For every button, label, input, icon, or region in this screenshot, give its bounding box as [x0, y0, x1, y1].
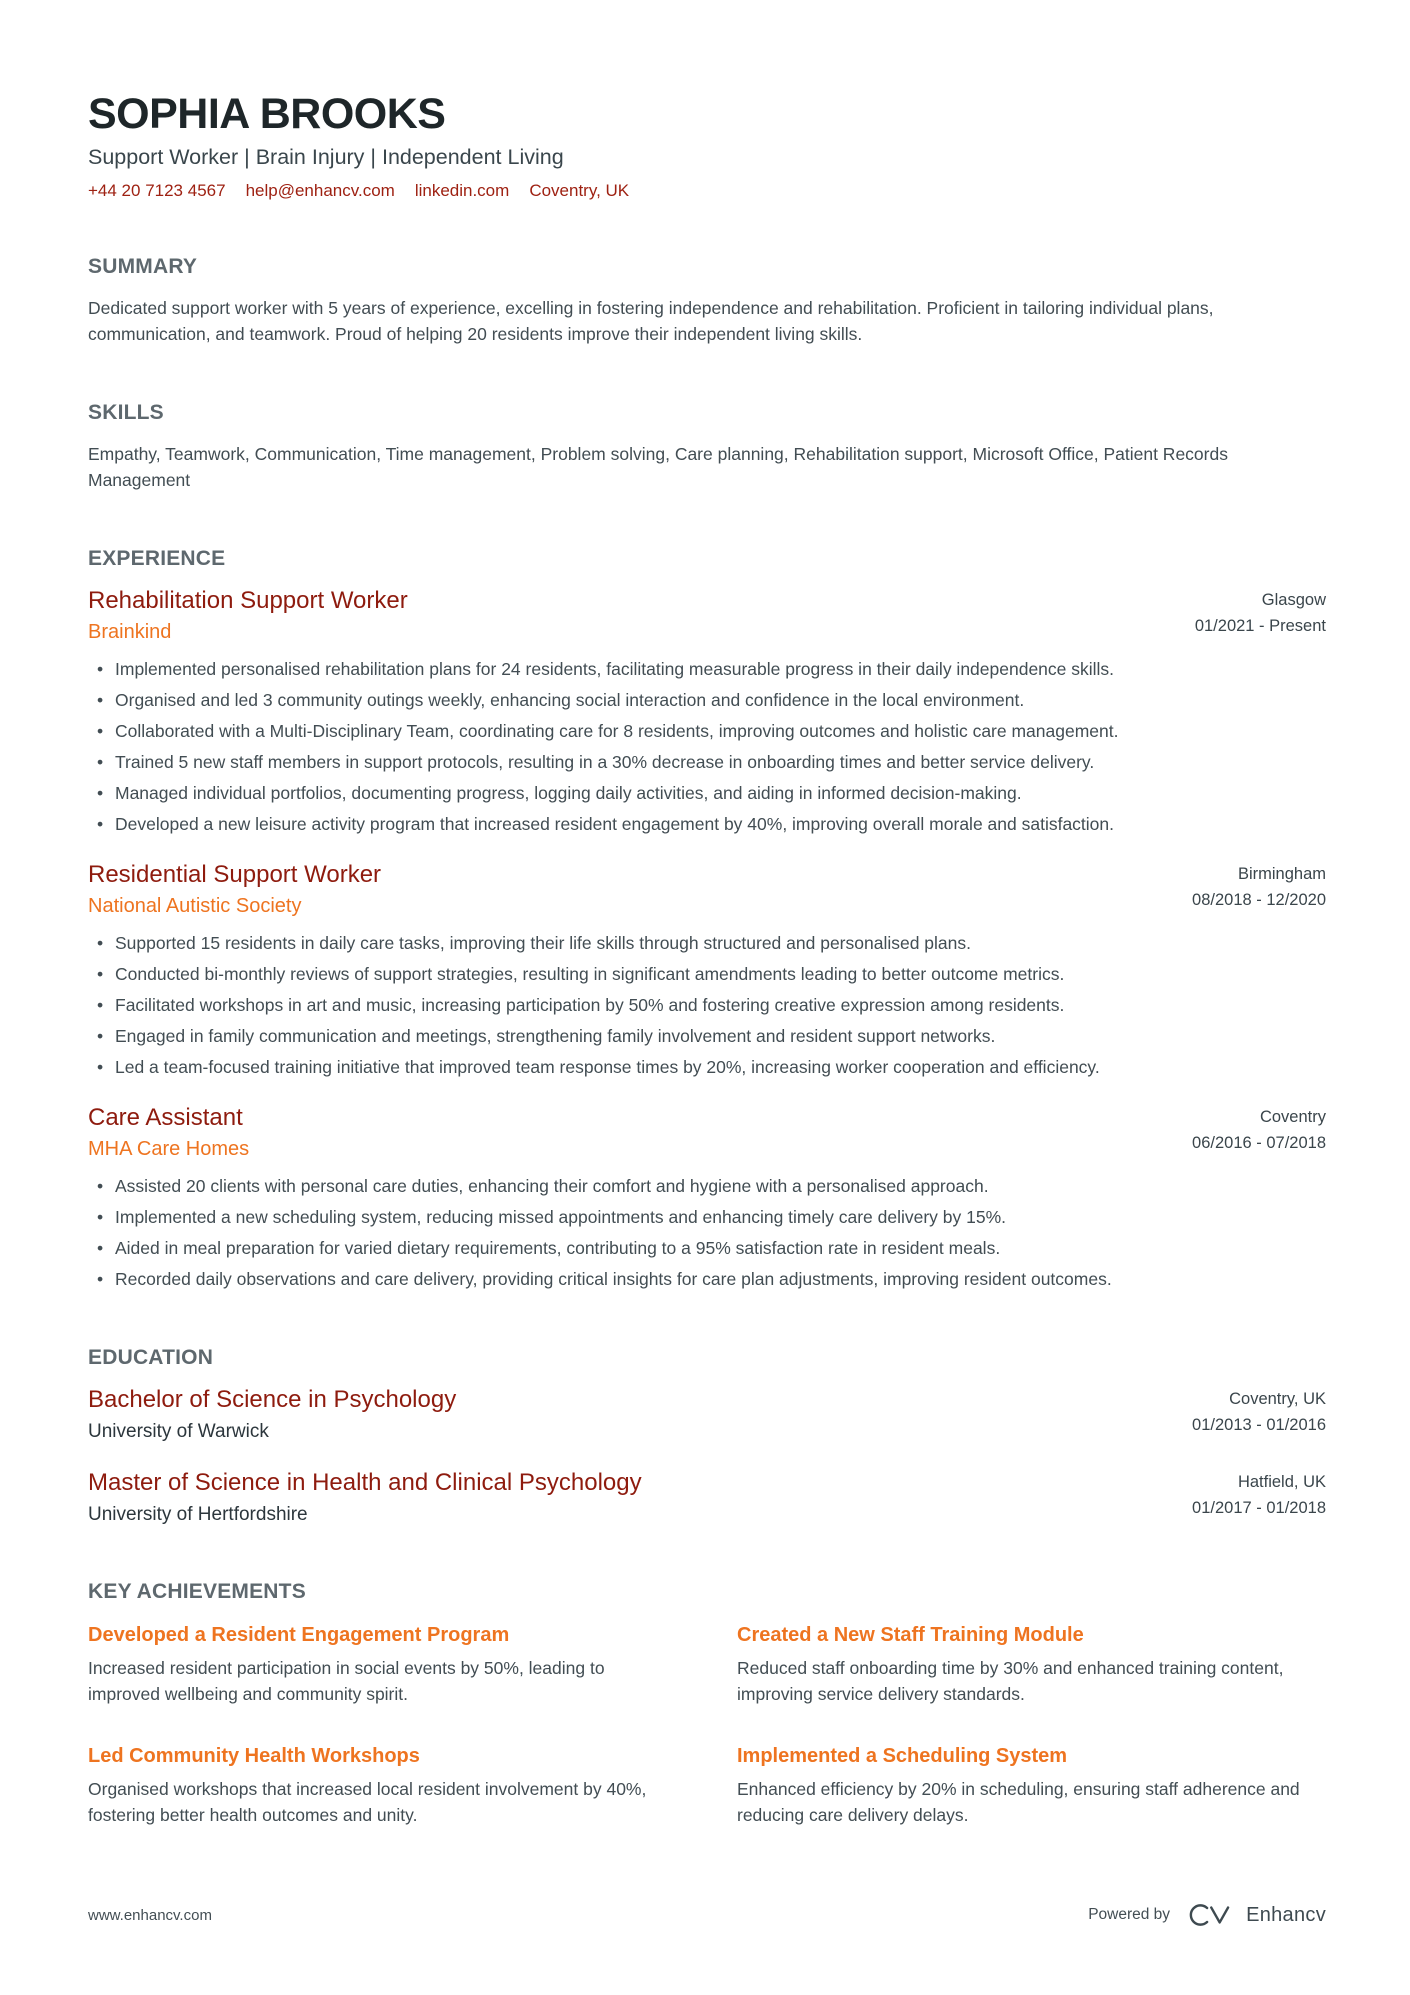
- degree-title: Master of Science in Health and Clinical Psychology: [88, 1469, 642, 1497]
- resume-header: [88, 92, 1326, 201]
- job-entry-header: [88, 1104, 1326, 1161]
- bullet-item: • Conducted bi-monthly reviews of support strategies, resulting in significant amendments leading to better outcome metrics.: [88, 961, 1326, 987]
- education-location: Coventry, UK: [1229, 1390, 1326, 1409]
- bullet-item: • Led a team-focused training initiative that improved team response times by 20%, increasing worker cooperation and efficiency.: [88, 1054, 1326, 1080]
- bullet-item: • Developed a new leisure activity program that increased resident engagement by 40%, improving overall morale and satisfaction.: [88, 811, 1326, 837]
- job-title: Rehabilitation Support Worker: [88, 587, 408, 615]
- job-entry: [88, 587, 1326, 837]
- job-title: Residential Support Worker: [88, 861, 382, 889]
- company-name: National Autistic Society: [88, 895, 302, 918]
- job-entry-left: [88, 1104, 249, 1161]
- bullet-item: • Implemented personalised rehabilitation plans for 24 residents, facilitating measurable progress in their daily independence skills.: [88, 656, 1326, 682]
- bullet-item: • Organised and led 3 community outings weekly, enhancing social interaction and confidence in the local environment.: [88, 687, 1326, 713]
- education-entry-header: [88, 1386, 1326, 1443]
- bullet-item: • Aided in meal preparation for varied dietary requirements, contributing to a 95% satisfaction rate in resident meals.: [88, 1235, 1326, 1261]
- powered-by-label: Powered by: [1088, 1906, 1171, 1923]
- achievement-description: Reduced staff onboarding time by 30% and enhanced training content, improving service delivery standards.: [737, 1658, 1284, 1705]
- job-location: Glasgow: [1261, 591, 1326, 610]
- education-entry: [88, 1386, 1326, 1443]
- contact-phone: +44 20 7123 4567: [88, 181, 226, 201]
- bullet-item: • Facilitated workshops in art and music, increasing participation by 50% and fostering creative expression among residents.: [88, 992, 1326, 1018]
- job-meta: [1192, 861, 1326, 913]
- degree-title: Bachelor of Science in Psychology: [88, 1386, 457, 1414]
- achievement-item: [88, 1624, 677, 1707]
- education-meta: [1192, 1469, 1326, 1521]
- section-experience: [88, 547, 1326, 1292]
- skills-text: Empathy, Teamwork, Communication, Time management, Problem solving, Care planning, Rehabilitation support, Microsoft Office, Patient Records Management: [88, 444, 1228, 491]
- contact-email[interactable]: help@enhancv.com: [245, 181, 395, 201]
- job-meta: [1195, 587, 1326, 639]
- education-entry-header: [88, 1469, 1326, 1526]
- achievement-description: Increased resident participation in social events by 50%, leading to improved wellbeing and community spirit.: [88, 1658, 605, 1705]
- bullet-item: • Collaborated with a Multi-Disciplinary Team, coordinating care for 8 residents, improving outcomes and holistic care management.: [88, 718, 1326, 744]
- achievement-title: Developed a Resident Engagement Program: [88, 1624, 510, 1647]
- bullet-item: • Managed individual portfolios, documenting progress, logging daily activities, and aiding in informed decision-making.: [88, 780, 1326, 806]
- bullet-item: • Trained 5 new staff members in support protocols, resulting in a 30% decrease in onboarding times and better service delivery.: [88, 749, 1326, 775]
- bullet-item: • Engaged in family communication and meetings, strengthening family involvement and resident support networks.: [88, 1023, 1326, 1049]
- contact-location: Coventry, UK: [529, 181, 630, 201]
- job-meta: [1192, 1104, 1326, 1156]
- section-key-achievements: [88, 1580, 1326, 1828]
- candidate-headline: Support Worker | Brain Injury | Independent Living: [88, 145, 564, 170]
- job-entry-left: [88, 861, 381, 918]
- job-location: Coventry: [1259, 1108, 1326, 1127]
- achievement-title: Implemented a Scheduling System: [737, 1745, 1068, 1768]
- education-heading: EDUCATION: [88, 1346, 214, 1370]
- candidate-name: SOPHIA BROOKS: [88, 90, 446, 138]
- section-skills: [88, 401, 1326, 493]
- education-entry: [88, 1469, 1326, 1526]
- summary-text: Dedicated support worker with 5 years of experience, excelling in fostering independence and rehabilitation. Proficient in tailoring individual plans, communication, and teamwork. Proud of helping 20 residents improve their independent living skills.: [88, 298, 1214, 345]
- achievement-item: [737, 1745, 1326, 1828]
- page-footer: [88, 1901, 1326, 1929]
- achievement-title: Created a New Staff Training Module: [737, 1624, 1084, 1647]
- achievements-grid: [88, 1624, 1326, 1828]
- school-name: University of Warwick: [88, 1421, 269, 1443]
- experience-heading: EXPERIENCE: [88, 547, 226, 571]
- job-entry-header: [88, 587, 1326, 644]
- enhancv-website-link[interactable]: www.enhancv.com: [88, 1906, 212, 1924]
- key-achievements-heading: KEY ACHIEVEMENTS: [88, 1580, 306, 1604]
- powered-by-group: [1088, 1901, 1326, 1929]
- contact-row: [88, 181, 1326, 201]
- education-dates: 01/2017 - 01/2018: [1192, 1499, 1326, 1518]
- bullet-item: • Recorded daily observations and care delivery, providing critical insights for care plan adjustments, improving resident outcomes.: [88, 1266, 1326, 1292]
- job-dates: 08/2018 - 12/2020: [1192, 891, 1326, 910]
- job-location: Birmingham: [1237, 865, 1326, 884]
- job-entry: [88, 861, 1326, 1080]
- enhancv-logo-icon: [1184, 1901, 1232, 1929]
- job-bullet-list: [88, 656, 1326, 837]
- enhancv-brand-text: Enhancv: [1246, 1903, 1326, 1926]
- section-summary: [88, 255, 1326, 347]
- company-name: Brainkind: [88, 621, 172, 644]
- job-bullet-list: [88, 1173, 1326, 1292]
- achievement-description: Organised workshops that increased local resident involvement by 40%, fostering better health outcomes and unity.: [88, 1779, 647, 1826]
- achievement-item: [88, 1745, 677, 1828]
- skills-heading: SKILLS: [88, 401, 164, 425]
- education-location: Hatfield, UK: [1237, 1473, 1326, 1492]
- achievement-item: [737, 1624, 1326, 1707]
- achievement-title: Led Community Health Workshops: [88, 1745, 420, 1768]
- job-entry: [88, 1104, 1326, 1292]
- job-dates: 06/2016 - 07/2018: [1192, 1134, 1326, 1153]
- bullet-item: • Assisted 20 clients with personal care duties, enhancing their comfort and hygiene with a personalised approach.: [88, 1173, 1326, 1199]
- job-entry-header: [88, 861, 1326, 918]
- job-dates: 01/2021 - Present: [1194, 617, 1326, 636]
- company-name: MHA Care Homes: [88, 1138, 250, 1161]
- education-dates: 01/2013 - 01/2016: [1192, 1416, 1326, 1435]
- bullet-item: • Implemented a new scheduling system, reducing missed appointments and enhancing timely care delivery by 15%.: [88, 1204, 1326, 1230]
- bullet-item: • Supported 15 residents in daily care tasks, improving their life skills through structured and personalised plans.: [88, 930, 1326, 956]
- job-bullet-list: [88, 930, 1326, 1080]
- job-entry-left: [88, 587, 408, 644]
- achievement-description: Enhanced efficiency by 20% in scheduling, ensuring staff adherence and reducing care delivery delays.: [737, 1779, 1300, 1826]
- school-name: University of Hertfordshire: [88, 1504, 308, 1526]
- education-entry-left: [88, 1386, 456, 1443]
- education-meta: [1192, 1386, 1326, 1438]
- contact-linkedin[interactable]: linkedin.com: [414, 181, 510, 201]
- job-title: Care Assistant: [88, 1104, 243, 1132]
- section-education: [88, 1346, 1326, 1526]
- summary-heading: SUMMARY: [88, 255, 198, 279]
- education-entry-left: [88, 1469, 642, 1526]
